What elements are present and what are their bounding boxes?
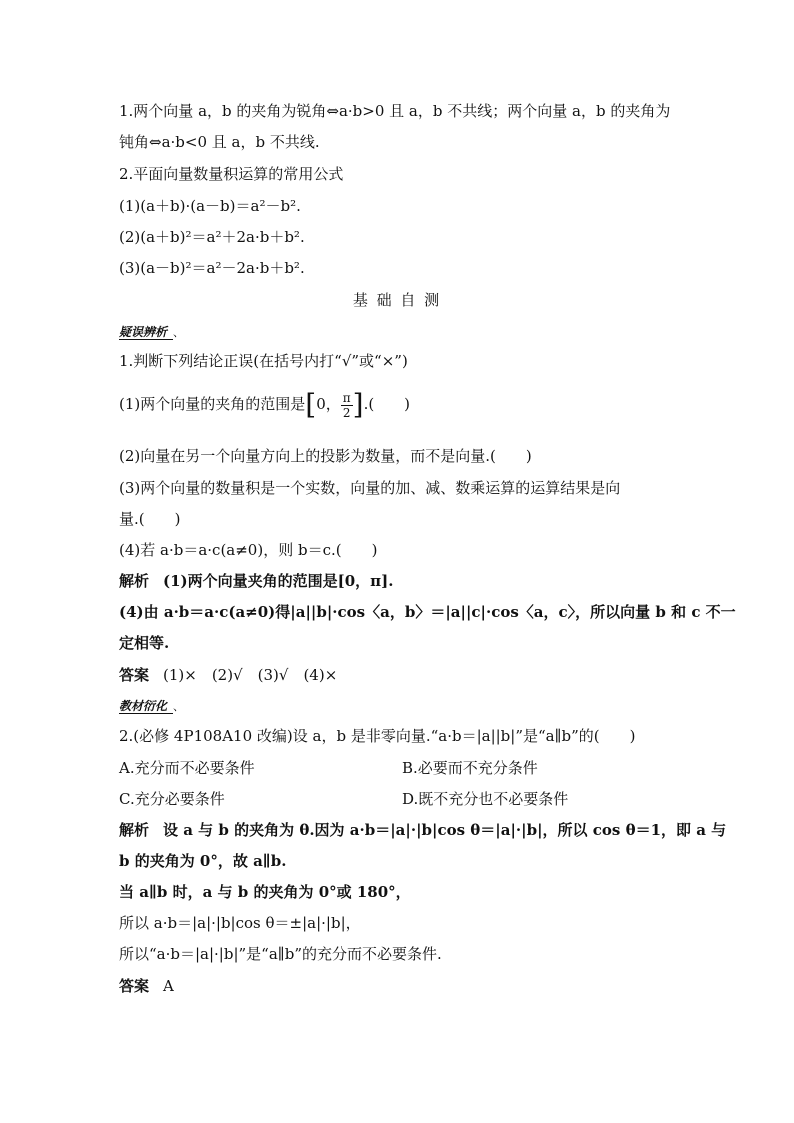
summary-line-1b: 钝角⇔a·b<0 且 a，b 不共线. [119, 133, 320, 151]
analysis-text: 设 a 与 b 的夹角为 θ.因为 a·b＝|a|·|b|cos θ＝|a|·|b|，所以 cos θ＝1，即 a 与 [163, 821, 727, 839]
pi-over-two-fraction [341, 391, 353, 420]
q2-option-a: A.充分而不必要条件 [119, 759, 255, 777]
left-bracket: [ [305, 388, 317, 421]
q1-item-1 [119, 390, 410, 420]
analysis-text: (1)两个向量夹角的范围是[0，π]. [163, 572, 394, 590]
q2-analysis-5: 所以“a·b＝|a|·|b|”是“a∥b”的充分而不必要条件. [119, 945, 442, 963]
answer-text: A [163, 977, 174, 995]
q1-item-2: (2)向量在另一个向量方向上的投影为数量，而不是向量.( ) [119, 447, 532, 465]
q2-analysis-3: 当 a∥b 时，a 与 b 的夹角为 0°或 180°， [119, 883, 411, 901]
formula-3: (3)(a－b)²＝a²－2a·b＋b². [119, 259, 305, 277]
q1-item-1-prefix: (1)两个向量的夹角的范围是 [119, 395, 306, 413]
q2-option-d: D.既不充分也不必要条件 [402, 790, 569, 808]
answer-label: 答案 [119, 666, 150, 684]
q1-answer [119, 664, 337, 686]
analysis-label: 解析 [119, 572, 150, 590]
q1-item-1-suffix: .( ) [363, 395, 411, 413]
q2-analysis-2: b 的夹角为 0°，故 a∥b. [119, 852, 287, 870]
tag-text: 教材衍化 [119, 699, 173, 714]
q2-analysis-4: 所以 a·b＝|a|·|b|cos θ＝±|a|·|b|， [119, 914, 361, 932]
fraction-numerator: π [342, 390, 351, 405]
q1-stem: 1.判断下列结论正误(在括号内打“√”或“×”) [119, 352, 408, 370]
analysis-label: 解析 [119, 821, 150, 839]
tag-tail: 、 [173, 326, 185, 339]
q2-stem: 2.(必修 4P108A10 改编)设 a，b 是非零向量.“a·b＝|a||b|”是“a∥b”的( ) [119, 727, 636, 745]
q2-analysis [119, 819, 726, 841]
tag-tail: 、 [173, 700, 185, 713]
tag-text: 疑误辨析 [119, 325, 173, 340]
q1-item-1-zero: 0， [316, 395, 341, 413]
q1-analysis-2b: 定相等. [119, 634, 170, 652]
q2-option-b: B.必要而不充分条件 [402, 759, 538, 777]
q1-item-4: (4)若 a·b＝a·c(a≠0)，则 b＝c.( ) [119, 541, 378, 559]
right-bracket: ] [352, 388, 364, 421]
q1-item-3b: 量.( ) [119, 510, 181, 528]
answer-label: 答案 [119, 977, 150, 995]
formula-1: (1)(a＋b)·(a－b)＝a²－b². [119, 197, 301, 215]
tag-label-2 [119, 694, 184, 718]
answer-text: (1)× (2)√ (3)√ (4)× [163, 666, 338, 684]
q1-analysis-2a: (4)由 a·b＝a·c(a≠0)得|a||b|·cos〈a，b〉＝|a||c|·cos〈a，c〉，所以向量 b 和 c 不一 [119, 603, 736, 621]
fraction-denominator: 2 [342, 405, 351, 420]
q1-item-3a: (3)两个向量的数量积是一个实数，向量的加、减、数乘运算的运算结果是向 [119, 479, 621, 497]
q1-analysis [119, 570, 393, 592]
q2-answer [119, 975, 174, 997]
q2-option-c: C.充分必要条件 [119, 790, 225, 808]
summary-line-1: 1.两个向量 a，b 的夹角为锐角⇔a·b>0 且 a，b 不共线；两个向量 a，b 的夹角为 [119, 102, 671, 120]
section-title: 基 础 自 测 [352, 291, 442, 309]
formula-2: (2)(a＋b)²＝a²＋2a·b＋b². [119, 228, 305, 246]
summary-line-2: 2.平面向量数量积运算的常用公式 [119, 165, 344, 183]
tag-label-1 [119, 320, 184, 344]
